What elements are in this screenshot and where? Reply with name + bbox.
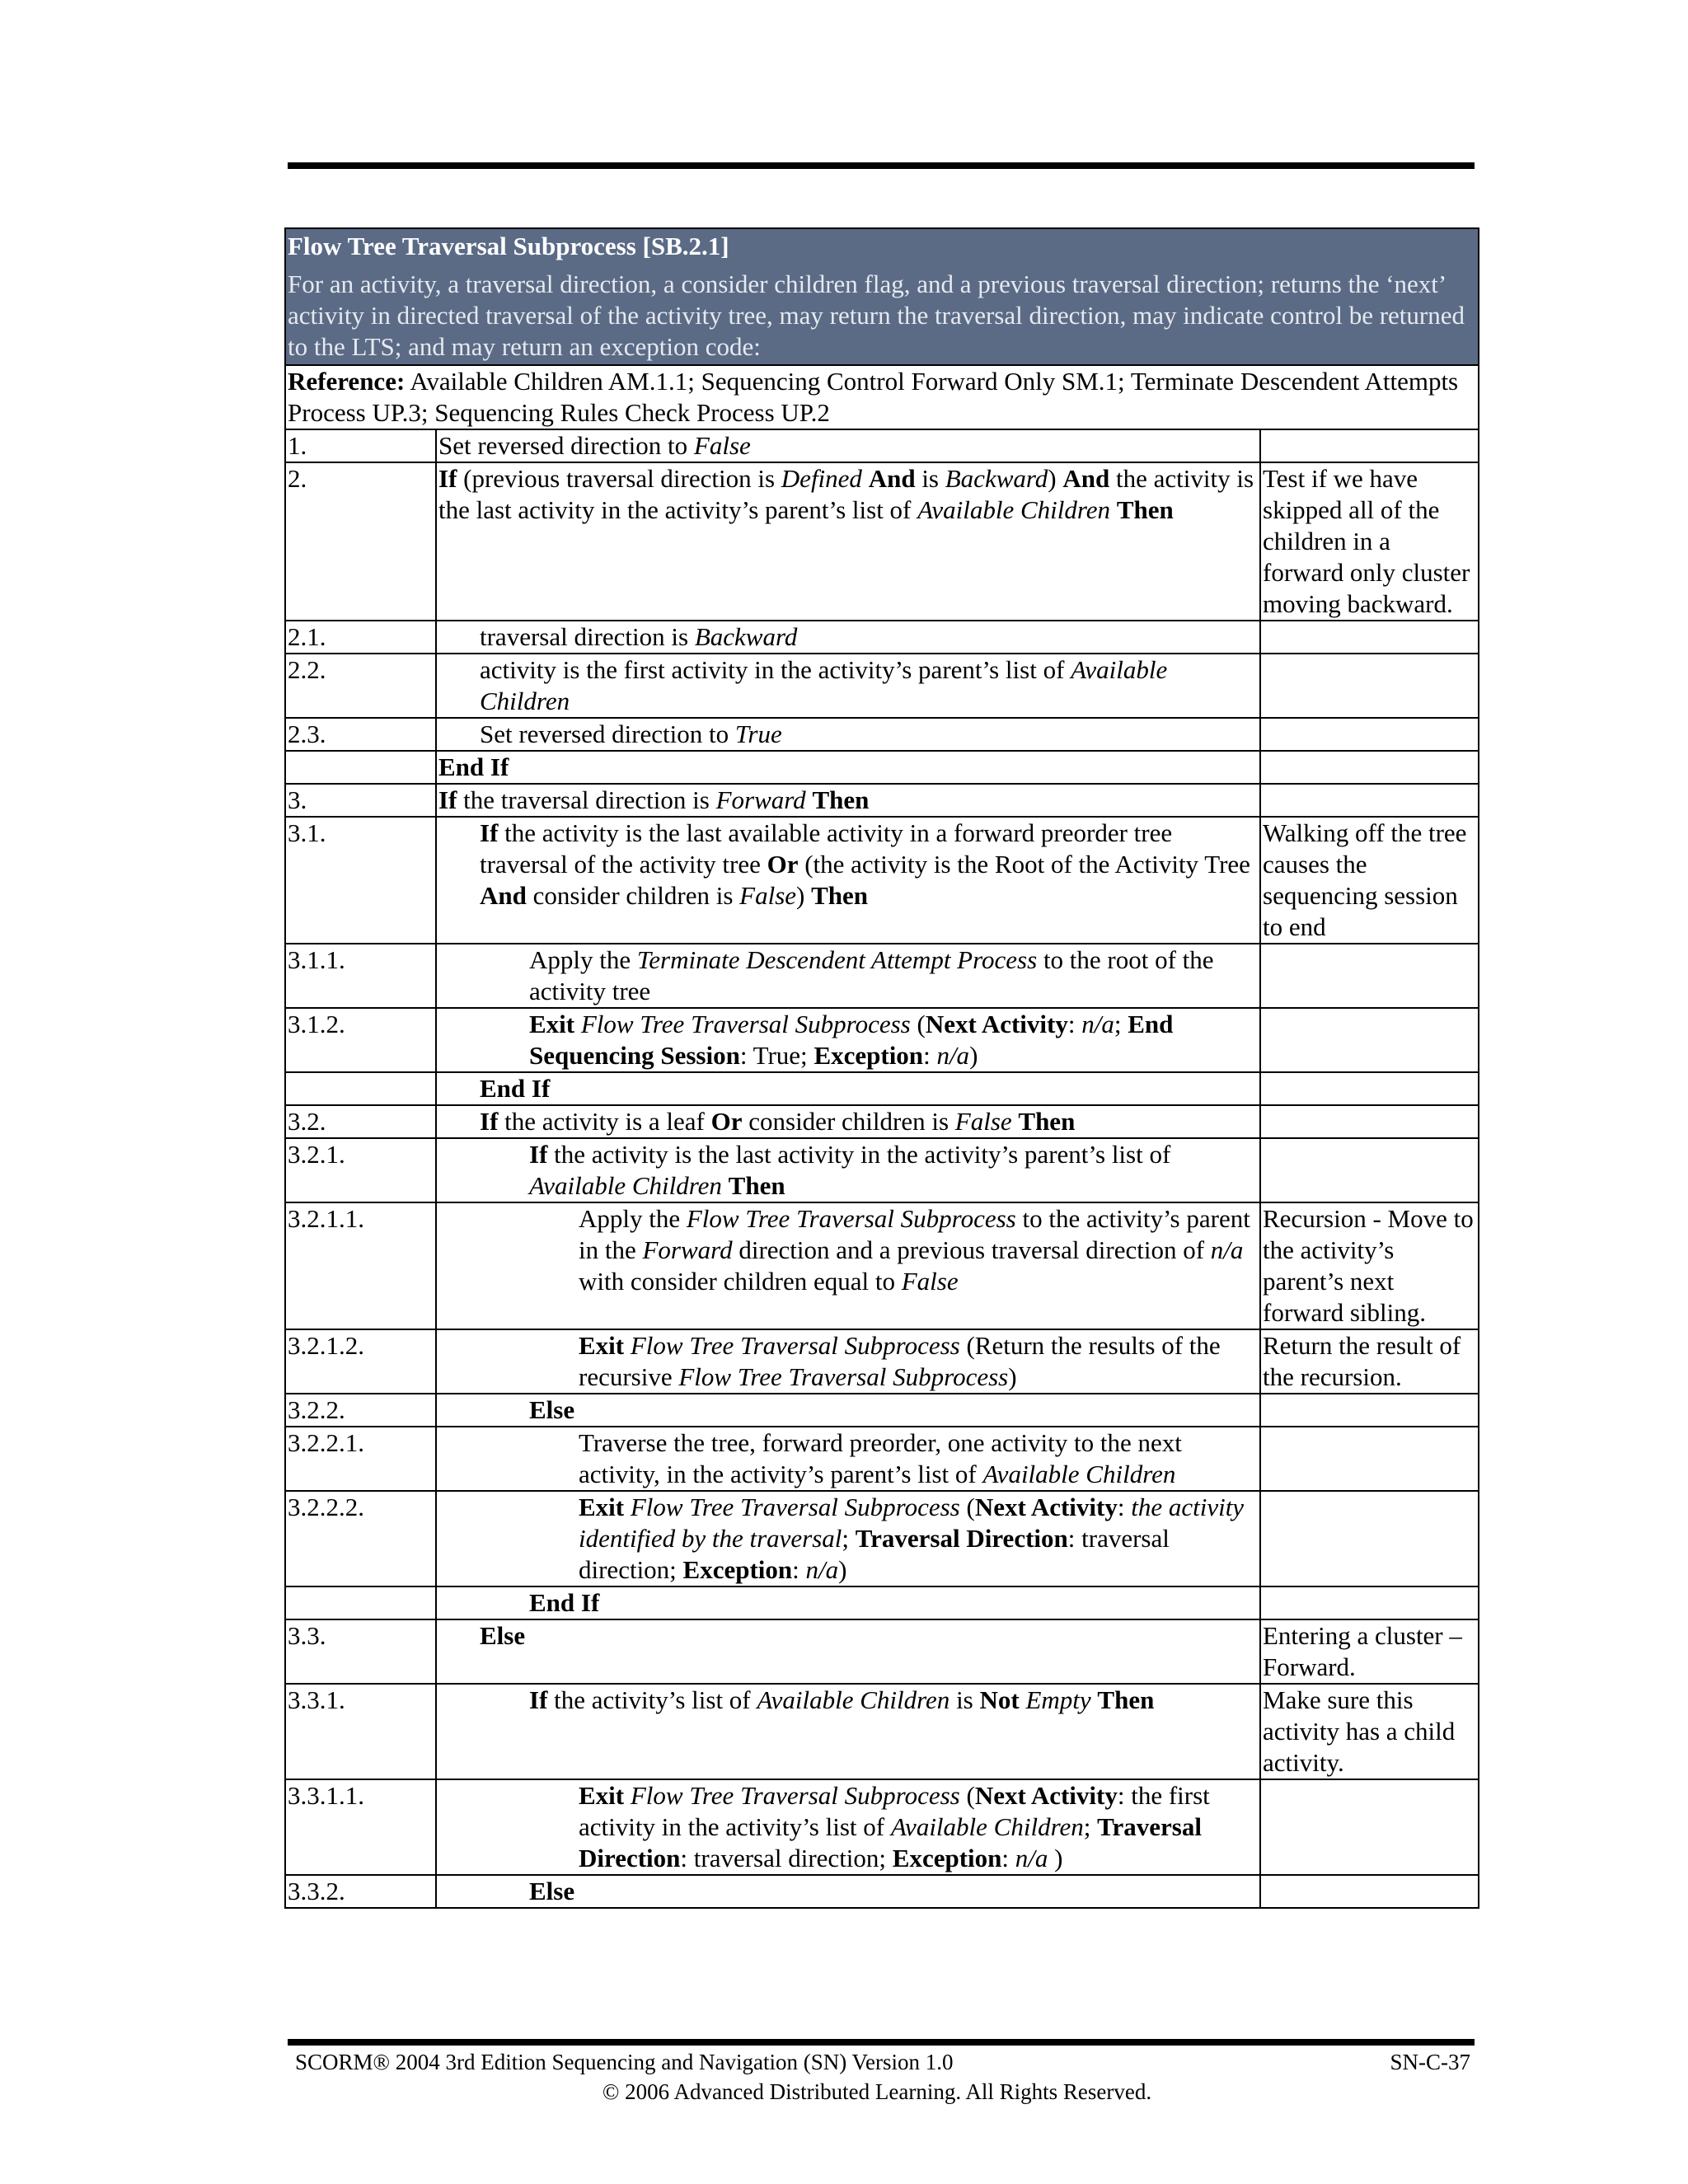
- step-number: 3.: [285, 784, 436, 817]
- step-row: [285, 621, 1479, 654]
- step-text: [436, 654, 1260, 718]
- step-row: [285, 1072, 1479, 1105]
- step-text-segment: Exception: [814, 1041, 924, 1070]
- step-text-segment: Traversal Direction: [855, 1524, 1068, 1553]
- step-number: 3.3.1.1.: [285, 1779, 436, 1875]
- step-text-segment: And: [1062, 464, 1110, 493]
- step-comment: Walking off the tree causes the sequencing session to end: [1260, 817, 1479, 944]
- step-row: [285, 817, 1479, 944]
- step-comment: [1260, 1779, 1479, 1875]
- step-text: [436, 1619, 1260, 1684]
- step-text-segment: the activity is the last activity in the activity’s parent’s list of: [547, 1140, 1171, 1169]
- step-text-segment: Then: [812, 785, 870, 814]
- step-text-segment: :: [792, 1555, 806, 1584]
- header-row: [285, 228, 1479, 365]
- step-text-segment: Traversal Direction: [579, 1812, 1202, 1872]
- process-title: Flow Tree Traversal Subprocess [SB.2.1]: [288, 232, 729, 260]
- step-text-segment: If: [529, 1140, 548, 1169]
- step-text-segment: Then: [1097, 1685, 1155, 1714]
- step-text-segment: to the root of the activity tree: [529, 945, 1214, 1005]
- step-number: 3.1.: [285, 817, 436, 944]
- step-text-segment: Apply the: [579, 1204, 687, 1233]
- step-comment: [1260, 621, 1479, 654]
- step-text-segment: Then: [1018, 1107, 1076, 1136]
- step-row: [285, 1138, 1479, 1202]
- step-text-segment: the traversal direction is: [457, 785, 716, 814]
- step-comment: [1260, 1072, 1479, 1105]
- copyright: © 2006 Advanced Distributed Learning. All Rights Reserved.: [602, 2079, 1152, 2104]
- step-row: [285, 1684, 1479, 1779]
- step-text: [436, 1138, 1260, 1202]
- step-text-segment: consider children is: [742, 1107, 955, 1136]
- step-text-segment: False: [954, 1107, 1012, 1136]
- step-text-segment: Exception: [892, 1844, 1002, 1872]
- step-text-segment: ;: [1083, 1812, 1098, 1841]
- header-rule: [288, 162, 1475, 169]
- step-text-segment: Available Children: [757, 1685, 950, 1714]
- step-number: 3.3.1.: [285, 1684, 436, 1779]
- step-text-segment: n/a: [936, 1041, 970, 1070]
- step-row: [285, 654, 1479, 718]
- step-text-segment: n/a: [1210, 1235, 1244, 1264]
- step-number: 2.: [285, 462, 436, 621]
- step-comment: [1260, 429, 1479, 462]
- step-text: [436, 1779, 1260, 1875]
- step-text-segment: [862, 464, 869, 493]
- step-number: 3.2.1.: [285, 1138, 436, 1202]
- process-description: For an activity, a traversal direction, a consider children flag, and a previous traversal direction; returns the ‘next’ activity in directed traversal of the activity tree, may return the traversal direction, may indicate control be returned to the LTS; and may return an exception code:: [288, 269, 1465, 361]
- step-text-segment: direction and a previous traversal direction of: [732, 1235, 1211, 1264]
- step-row: [285, 1394, 1479, 1427]
- step-text: [436, 944, 1260, 1008]
- step-comment: [1260, 1394, 1479, 1427]
- step-comment: Return the result of the recursion.: [1260, 1329, 1479, 1394]
- step-text-segment: the activity is the last activity in the activity’s parent’s list of: [438, 464, 1254, 524]
- step-text-segment: Backward: [945, 464, 1048, 493]
- step-comment: Recursion - Move to the activity’s parent’s next forward sibling.: [1260, 1202, 1479, 1329]
- step-text-segment: Backward: [694, 622, 798, 651]
- reference-text: Available Children AM.1.1; Sequencing Control Forward Only SM.1; Terminate Descendent Attempts Process UP.3; Sequencing Rules Check Process UP.2: [288, 367, 1459, 427]
- step-text-segment: (Return the results of the recursive: [579, 1331, 1221, 1391]
- step-text-segment: Next Activity: [974, 1493, 1118, 1521]
- step-text-segment: :: [923, 1041, 937, 1070]
- reference-label: Reference:: [288, 367, 406, 396]
- step-text-segment: Or: [767, 850, 799, 879]
- step-text: [436, 1329, 1260, 1394]
- step-text-segment: If: [529, 1685, 548, 1714]
- step-text: [436, 817, 1260, 944]
- step-text-segment: (: [959, 1493, 975, 1521]
- step-text-segment: n/a: [805, 1555, 839, 1584]
- step-number: [285, 751, 436, 784]
- step-row: [285, 429, 1479, 462]
- step-text-segment: [624, 1493, 631, 1521]
- step-row: [285, 1202, 1479, 1329]
- step-text-segment: is: [950, 1685, 980, 1714]
- step-text: [436, 1491, 1260, 1586]
- step-text-segment: ): [838, 1555, 847, 1584]
- step-text: [436, 1684, 1260, 1779]
- header-cell: [285, 228, 1479, 365]
- step-text-segment: Or: [710, 1107, 743, 1136]
- step-text-segment: Traverse the tree, forward preorder, one activity to the next activity, in the activity’s parent’s list of: [579, 1428, 1182, 1488]
- step-text-segment: False: [693, 431, 751, 460]
- step-comment: [1260, 751, 1479, 784]
- step-text-segment: Empty: [1025, 1685, 1091, 1714]
- step-row: [285, 462, 1479, 621]
- step-number: 3.1.1.: [285, 944, 436, 1008]
- step-comment: [1260, 1105, 1479, 1138]
- step-number: 3.3.: [285, 1619, 436, 1684]
- step-text-segment: ;: [842, 1524, 856, 1553]
- step-text-segment: Flow Tree Traversal Subprocess: [580, 1010, 911, 1038]
- process-table: [284, 227, 1479, 1909]
- step-row: [285, 718, 1479, 751]
- step-text-segment: the activity identified by the traversal: [579, 1493, 1245, 1553]
- step-text-segment: Available Children: [917, 495, 1111, 524]
- step-text-segment: activity is the first activity in the activity’s parent’s list of: [480, 655, 1071, 684]
- step-text-segment: Set reversed direction to: [480, 719, 735, 748]
- step-text-segment: If: [480, 818, 499, 847]
- step-text-segment: Apply the: [529, 945, 637, 974]
- step-text-segment: If: [438, 464, 457, 493]
- step-text-segment: Then: [1116, 495, 1174, 524]
- step-text-segment: End If: [480, 1074, 551, 1103]
- step-text-segment: Flow Tree Traversal Subprocess: [630, 1781, 960, 1810]
- step-text-segment: End If: [529, 1588, 600, 1617]
- step-number: [285, 1586, 436, 1619]
- step-text-segment: Exit: [579, 1331, 625, 1360]
- step-comment: [1260, 654, 1479, 718]
- step-comment: [1260, 1491, 1479, 1586]
- step-text-segment: :: [1001, 1844, 1015, 1872]
- step-text-segment: n/a: [1015, 1844, 1048, 1872]
- step-text-segment: Flow Tree Traversal Subprocess: [678, 1362, 1009, 1391]
- step-text-segment: False: [901, 1267, 959, 1296]
- step-number: 3.2.: [285, 1105, 436, 1138]
- step-text-segment: is: [915, 464, 945, 493]
- step-text: [436, 1072, 1260, 1105]
- step-text-segment: the activity’s list of: [547, 1685, 757, 1714]
- step-text-segment: Available Children: [480, 655, 1168, 715]
- step-text-segment: the activity is the last available activity in a forward preorder tree traversal of the activity tree: [480, 818, 1173, 879]
- step-number: 1.: [285, 429, 436, 462]
- step-text-segment: False: [739, 881, 797, 910]
- step-text-segment: consider children is: [526, 881, 740, 910]
- step-text: [436, 1586, 1260, 1619]
- step-text-segment: Exit: [579, 1493, 625, 1521]
- step-text-segment: Exit: [529, 1010, 575, 1038]
- step-text-segment: (: [910, 1010, 926, 1038]
- step-text-segment: Available Children: [529, 1171, 722, 1200]
- step-row: [285, 751, 1479, 784]
- reference-row: [285, 365, 1479, 429]
- step-text-segment: Forward: [642, 1235, 733, 1264]
- step-text: [436, 718, 1260, 751]
- step-row: [285, 1779, 1479, 1875]
- step-number: 3.1.2.: [285, 1008, 436, 1072]
- footer-title: SCORM® 2004 3rd Edition Sequencing and Navigation (SN) Version 1.0: [295, 2050, 954, 2074]
- step-text-segment: End Sequencing Session: [529, 1010, 1174, 1070]
- step-text-segment: Exception: [682, 1555, 793, 1584]
- step-number: [285, 1072, 436, 1105]
- step-text-segment: True: [734, 719, 782, 748]
- step-comment: Entering a cluster – Forward.: [1260, 1619, 1479, 1684]
- page-number: SN-C-37: [1390, 2050, 1470, 2074]
- step-text-segment: ): [969, 1041, 978, 1070]
- step-text: [436, 621, 1260, 654]
- step-comment: Test if we have skipped all of the children in a forward only cluster moving backward.: [1260, 462, 1479, 621]
- step-number: 3.3.2.: [285, 1875, 436, 1908]
- step-comment: [1260, 718, 1479, 751]
- step-text-segment: ): [796, 881, 812, 910]
- step-text-segment: Not: [979, 1685, 1020, 1714]
- step-text-segment: Forward: [715, 785, 806, 814]
- step-text-segment: Available Children: [890, 1812, 1084, 1841]
- step-text-segment: Next Activity: [925, 1010, 1068, 1038]
- step-text-segment: ): [1048, 464, 1063, 493]
- step-text-segment: (: [959, 1781, 975, 1810]
- step-text-segment: Then: [811, 881, 869, 910]
- step-text-segment: And: [480, 881, 527, 910]
- step-text: [436, 1875, 1260, 1908]
- step-row: [285, 1586, 1479, 1619]
- step-text-segment: If: [438, 785, 457, 814]
- step-text-segment: Flow Tree Traversal Subprocess: [686, 1204, 1016, 1233]
- step-number: 3.2.2.: [285, 1394, 436, 1427]
- step-text-segment: And: [868, 464, 916, 493]
- step-text-segment: End If: [438, 752, 509, 781]
- step-text-segment: (previous traversal direction is: [457, 464, 781, 493]
- step-text-segment: Exit: [579, 1781, 625, 1810]
- step-comment: [1260, 1586, 1479, 1619]
- step-comment: [1260, 1008, 1479, 1072]
- step-text: [436, 1105, 1260, 1138]
- step-row: [285, 1875, 1479, 1908]
- step-text-segment: [722, 1171, 729, 1200]
- step-text: [436, 1427, 1260, 1491]
- reference-cell: [285, 365, 1479, 429]
- step-comment: [1260, 1875, 1479, 1908]
- step-row: [285, 1619, 1479, 1684]
- step-text-segment: Else: [529, 1877, 575, 1905]
- step-comment: [1260, 784, 1479, 817]
- step-row: [285, 1105, 1479, 1138]
- step-row: [285, 1329, 1479, 1394]
- step-text-segment: :: [1117, 1493, 1132, 1521]
- step-comment: [1260, 1138, 1479, 1202]
- step-row: [285, 784, 1479, 817]
- step-text-segment: Flow Tree Traversal Subprocess: [630, 1493, 960, 1521]
- step-text-segment: n/a: [1081, 1010, 1114, 1038]
- step-number: 2.1.: [285, 621, 436, 654]
- step-text-segment: Else: [480, 1621, 526, 1650]
- step-text-segment: ): [1008, 1362, 1017, 1391]
- step-number: 3.2.1.2.: [285, 1329, 436, 1394]
- step-text-segment: [624, 1331, 631, 1360]
- step-text-segment: Else: [529, 1395, 575, 1424]
- step-text-segment: : True;: [739, 1041, 814, 1070]
- step-text: [436, 751, 1260, 784]
- step-text-segment: : traversal direction;: [680, 1844, 893, 1872]
- step-text-segment: traversal direction is: [480, 622, 695, 651]
- step-text-segment: Available Children: [982, 1460, 1176, 1488]
- step-comment: Make sure this activity has a child activity.: [1260, 1684, 1479, 1779]
- step-text-segment: Terminate Descendent Attempt Process: [636, 945, 1038, 974]
- step-comment: [1260, 1427, 1479, 1491]
- step-number: 2.2.: [285, 654, 436, 718]
- step-text-segment: Then: [728, 1171, 785, 1200]
- step-text-segment: : the first activity in the activity’s list of: [579, 1781, 1210, 1841]
- step-text-segment: ): [1048, 1844, 1063, 1872]
- step-text-segment: Next Activity: [974, 1781, 1118, 1810]
- step-text-segment: to the activity’s parent in the: [579, 1204, 1250, 1264]
- step-row: [285, 1491, 1479, 1586]
- step-number: 3.2.2.2.: [285, 1491, 436, 1586]
- step-text: [436, 1008, 1260, 1072]
- step-row: [285, 944, 1479, 1008]
- step-text-segment: [624, 1781, 631, 1810]
- step-text: [436, 1394, 1260, 1427]
- step-text: [436, 462, 1260, 621]
- step-text-segment: If: [480, 1107, 499, 1136]
- step-text-segment: ;: [1114, 1010, 1128, 1038]
- step-text-segment: (the activity is the Root of the Activity Tree: [798, 850, 1250, 879]
- footer-rule: [288, 2039, 1475, 2046]
- step-text: [436, 784, 1260, 817]
- step-text: [436, 1202, 1260, 1329]
- step-text-segment: :: [1067, 1010, 1082, 1038]
- step-row: [285, 1427, 1479, 1491]
- step-text-segment: Flow Tree Traversal Subprocess: [630, 1331, 960, 1360]
- step-text-segment: Defined: [781, 464, 862, 493]
- step-text-segment: [574, 1010, 581, 1038]
- step-text-segment: : traversal direction;: [579, 1524, 1170, 1584]
- step-text-segment: with consider children equal to: [579, 1267, 902, 1296]
- step-number: 3.2.2.1.: [285, 1427, 436, 1491]
- step-number: 2.3.: [285, 718, 436, 751]
- step-text-segment: the activity is a leaf: [498, 1107, 711, 1136]
- step-text-segment: Set reversed direction to: [438, 431, 694, 460]
- step-row: [285, 1008, 1479, 1072]
- step-text-segment: [1110, 495, 1117, 524]
- step-text: [436, 429, 1260, 462]
- step-number: 3.2.1.1.: [285, 1202, 436, 1329]
- step-comment: [1260, 944, 1479, 1008]
